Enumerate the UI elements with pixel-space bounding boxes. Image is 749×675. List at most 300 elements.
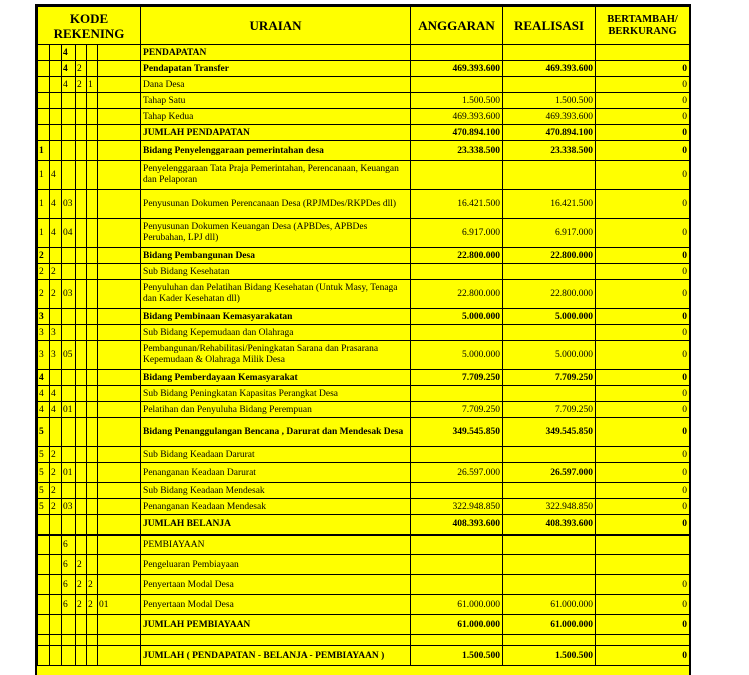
kode-cell: [98, 309, 141, 325]
kode-cell: [76, 109, 87, 125]
table-row: [38, 515, 690, 535]
selisih-cell: [596, 555, 690, 575]
kode-cell: [98, 125, 141, 141]
uraian-cell: Pendapatan Transfer: [141, 61, 411, 77]
kode-cell: [87, 386, 98, 402]
kode-cell: [87, 161, 98, 190]
uraian-cell: Bidang Penanggulangan Bencana , Darurat dan Mendesak Desa: [141, 418, 411, 447]
uraian-cell: Sub Bidang Peningkatan Kapasitas Perangkat Desa: [141, 386, 411, 402]
kode-cell: [98, 463, 141, 483]
kode-cell: [50, 370, 62, 386]
uraian-cell: Sub Bidang Keadaan Mendesak: [141, 483, 411, 499]
kode-cell: [38, 595, 50, 615]
kode-cell: [50, 309, 62, 325]
kode-cell: [98, 386, 141, 402]
kode-cell: [98, 109, 141, 125]
selisih-cell: 0: [596, 93, 690, 109]
table-row: [38, 370, 690, 386]
selisih-cell: 0: [596, 575, 690, 595]
kode-cell: [87, 309, 98, 325]
kode-cell: [98, 325, 141, 341]
table-row: [38, 402, 690, 418]
anggaran-cell: 61.000.000: [411, 595, 503, 615]
selisih-cell: 0: [596, 264, 690, 280]
kode-cell: 2: [38, 280, 50, 309]
kode-cell: 04: [62, 219, 76, 248]
kode-cell: [87, 109, 98, 125]
uraian-cell: Bidang Pembangunan Desa: [141, 248, 411, 264]
kode-cell: [76, 219, 87, 248]
kode-cell: [62, 646, 76, 666]
kode-cell: [87, 615, 98, 635]
kode-cell: 5: [38, 499, 50, 515]
kode-cell: [50, 595, 62, 615]
kode-cell: [98, 280, 141, 309]
kode-cell: [87, 483, 98, 499]
realisasi-cell: 408.393.600: [503, 515, 596, 535]
kode-cell: [87, 646, 98, 666]
kode-cell: [87, 515, 98, 535]
kode-cell: 4: [50, 219, 62, 248]
realisasi-cell: [503, 447, 596, 463]
realisasi-cell: 470.894.100: [503, 125, 596, 141]
selisih-cell: 0: [596, 646, 690, 666]
kode-cell: 4: [50, 386, 62, 402]
kode-cell: [98, 341, 141, 370]
kode-cell: [38, 615, 50, 635]
table-row: [38, 386, 690, 402]
kode-cell: 2: [76, 575, 87, 595]
table-row: [38, 341, 690, 370]
empty-cell: [596, 635, 690, 646]
budget-table: [37, 6, 690, 666]
kode-cell: [87, 535, 98, 555]
anggaran-cell: 23.338.500: [411, 141, 503, 161]
kode-cell: [50, 575, 62, 595]
realisasi-cell: [503, 535, 596, 555]
realisasi-cell: 7.709.250: [503, 370, 596, 386]
uraian-cell: Pengeluaran Pembiayaan: [141, 555, 411, 575]
realisasi-cell: 469.393.600: [503, 61, 596, 77]
kode-cell: [76, 309, 87, 325]
uraian-cell: Pelatihan dan Penyuluha Bidang Perempuan: [141, 402, 411, 418]
kode-cell: 2: [50, 499, 62, 515]
kode-cell: [87, 219, 98, 248]
kode-cell: [50, 93, 62, 109]
kode-cell: [50, 45, 62, 61]
uraian-cell: Penyusunan Dokumen Perencanaan Desa (RPJMDes/RKPDes dll): [141, 190, 411, 219]
empty-cell: [50, 635, 62, 646]
anggaran-cell: 470.894.100: [411, 125, 503, 141]
kode-cell: 03: [62, 190, 76, 219]
kode-cell: 1: [38, 161, 50, 190]
kode-cell: [98, 418, 141, 447]
uraian-cell: Bidang Pembinaan Kemasyarakatan: [141, 309, 411, 325]
kode-cell: [38, 515, 50, 535]
anggaran-cell: 6.917.000: [411, 219, 503, 248]
selisih-cell: 0: [596, 141, 690, 161]
selisih-cell: 0: [596, 309, 690, 325]
kode-cell: [62, 515, 76, 535]
kode-cell: 3: [50, 341, 62, 370]
kode-cell: [76, 463, 87, 483]
selisih-cell: 0: [596, 386, 690, 402]
kode-cell: [87, 402, 98, 418]
kode-cell: [38, 61, 50, 77]
selisih-cell: 0: [596, 483, 690, 499]
kode-cell: [98, 499, 141, 515]
anggaran-cell: 22.800.000: [411, 248, 503, 264]
selisih-cell: 0: [596, 190, 690, 219]
budget-report-sheet: [35, 4, 691, 675]
selisih-cell: [596, 535, 690, 555]
kode-cell: 6: [62, 535, 76, 555]
selisih-cell: 0: [596, 447, 690, 463]
kode-cell: [50, 61, 62, 77]
kode-cell: [50, 125, 62, 141]
kode-cell: [38, 125, 50, 141]
empty-cell: [411, 635, 503, 646]
table-row: [38, 280, 690, 309]
table-row: [38, 93, 690, 109]
realisasi-cell: 61.000.000: [503, 615, 596, 635]
uraian-cell: Tahap Kedua: [141, 109, 411, 125]
kode-cell: 4: [38, 402, 50, 418]
table-row: [38, 45, 690, 61]
kode-cell: [76, 161, 87, 190]
kode-cell: [98, 161, 141, 190]
kode-cell: [62, 248, 76, 264]
selisih-cell: 0: [596, 402, 690, 418]
kode-cell: 5: [38, 447, 50, 463]
kode-cell: 5: [38, 463, 50, 483]
kode-cell: 2: [50, 264, 62, 280]
uraian-cell: Sub Bidang Keadaan Darurat: [141, 447, 411, 463]
kode-cell: [62, 615, 76, 635]
kode-cell: 3: [38, 325, 50, 341]
selisih-cell: 0: [596, 615, 690, 635]
kode-cell: 2: [50, 483, 62, 499]
anggaran-cell: 22.800.000: [411, 280, 503, 309]
kode-cell: [76, 402, 87, 418]
uraian-cell: Penyertaan Modal Desa: [141, 595, 411, 615]
kode-cell: [76, 141, 87, 161]
uraian-cell: Penyelenggaraan Tata Praja Pemerintahan, Perencanaan, Keuangan dan Pelaporan: [141, 161, 411, 190]
realisasi-cell: 22.800.000: [503, 280, 596, 309]
uraian-cell: PEMBIAYAAN: [141, 535, 411, 555]
table-row: [38, 248, 690, 264]
kode-cell: 03: [62, 499, 76, 515]
anggaran-cell: [411, 161, 503, 190]
table-row: [38, 535, 690, 555]
kode-cell: 4: [38, 386, 50, 402]
kode-cell: 4: [62, 61, 76, 77]
kode-cell: [62, 370, 76, 386]
kode-cell: 01: [62, 463, 76, 483]
kode-cell: [76, 499, 87, 515]
kode-cell: [62, 125, 76, 141]
kode-cell: [76, 418, 87, 447]
kode-cell: [87, 93, 98, 109]
uraian-cell: Penyertaan Modal Desa: [141, 575, 411, 595]
uraian-cell: Bidang Pemberdayaan Kemasyarakat: [141, 370, 411, 386]
realisasi-cell: [503, 161, 596, 190]
kode-cell: [87, 248, 98, 264]
kode-cell: 2: [38, 248, 50, 264]
kode-cell: [50, 77, 62, 93]
kode-cell: 4: [38, 370, 50, 386]
uraian-cell: Pembangunan/Rehabilitasi/Peningkatan Sarana dan Prasarana Kepemudaan & Olahraga Milik Desa: [141, 341, 411, 370]
uraian-cell: JUMLAH ( PENDAPATAN - BELANJA - PEMBIAYAAN ): [141, 646, 411, 666]
realisasi-cell: 1.500.500: [503, 93, 596, 109]
kode-cell: [50, 535, 62, 555]
kode-cell: 2: [50, 447, 62, 463]
anggaran-cell: [411, 264, 503, 280]
table-row: [38, 646, 690, 666]
kode-cell: 5: [38, 483, 50, 499]
kode-cell: [76, 370, 87, 386]
kode-cell: [98, 615, 141, 635]
kode-cell: [98, 248, 141, 264]
kode-cell: [87, 463, 98, 483]
kode-cell: [87, 125, 98, 141]
selisih-cell: 0: [596, 370, 690, 386]
selisih-cell: 0: [596, 161, 690, 190]
table-row: [38, 125, 690, 141]
kode-cell: [76, 341, 87, 370]
table-row: [38, 575, 690, 595]
selisih-cell: 0: [596, 595, 690, 615]
kode-cell: 03: [62, 280, 76, 309]
realisasi-cell: 322.948.850: [503, 499, 596, 515]
kode-cell: [50, 646, 62, 666]
kode-cell: [50, 615, 62, 635]
uraian-cell: Penanganan Keadaan Mendesak: [141, 499, 411, 515]
kode-cell: [62, 141, 76, 161]
table-row: [38, 325, 690, 341]
kode-cell: [76, 93, 87, 109]
table-row: [38, 77, 690, 93]
kode-cell: [76, 615, 87, 635]
kode-cell: 2: [87, 575, 98, 595]
selisih-cell: 0: [596, 341, 690, 370]
selisih-cell: [596, 45, 690, 61]
kode-cell: [62, 418, 76, 447]
uraian-cell: Bidang Penyelenggaraan pemerintahan desa: [141, 141, 411, 161]
kode-cell: [38, 575, 50, 595]
table-row: [38, 499, 690, 515]
uraian-cell: Dana Desa: [141, 77, 411, 93]
kode-cell: [38, 45, 50, 61]
table-row: [38, 264, 690, 280]
kode-cell: 2: [76, 61, 87, 77]
realisasi-cell: 7.709.250: [503, 402, 596, 418]
kode-cell: [98, 402, 141, 418]
selisih-cell: 0: [596, 499, 690, 515]
kode-cell: [62, 447, 76, 463]
kode-cell: 6: [62, 555, 76, 575]
header-bertambah-berkurang: BERTAMBAH/ BERKURANG: [596, 7, 690, 45]
realisasi-cell: 1.500.500: [503, 646, 596, 666]
kode-cell: [38, 535, 50, 555]
uraian-cell: JUMLAH PENDAPATAN: [141, 125, 411, 141]
empty-cell: [62, 635, 76, 646]
uraian-cell: JUMLAH BELANJA: [141, 515, 411, 535]
kode-cell: [76, 483, 87, 499]
realisasi-cell: [503, 77, 596, 93]
realisasi-cell: [503, 483, 596, 499]
selisih-cell: 0: [596, 280, 690, 309]
anggaran-cell: [411, 535, 503, 555]
realisasi-cell: 5.000.000: [503, 341, 596, 370]
anggaran-cell: [411, 447, 503, 463]
table-row: [38, 463, 690, 483]
kode-cell: [76, 125, 87, 141]
realisasi-cell: 6.917.000: [503, 219, 596, 248]
kode-cell: 4: [62, 77, 76, 93]
header-uraian: URAIAN: [141, 7, 411, 45]
kode-cell: [76, 646, 87, 666]
kode-cell: [87, 45, 98, 61]
selisih-cell: 0: [596, 463, 690, 483]
anggaran-cell: 1.500.500: [411, 93, 503, 109]
anggaran-cell: [411, 386, 503, 402]
table-row: [38, 141, 690, 161]
kode-cell: [38, 77, 50, 93]
kode-cell: [76, 248, 87, 264]
kode-cell: 1: [38, 141, 50, 161]
kode-cell: [38, 555, 50, 575]
kode-cell: [98, 555, 141, 575]
kode-cell: [87, 264, 98, 280]
anggaran-cell: 7.709.250: [411, 370, 503, 386]
kode-cell: [87, 555, 98, 575]
kode-cell: [62, 109, 76, 125]
kode-cell: [62, 325, 76, 341]
selisih-cell: 0: [596, 77, 690, 93]
realisasi-cell: 349.545.850: [503, 418, 596, 447]
header-row: [38, 7, 690, 45]
anggaran-cell: [411, 483, 503, 499]
kode-cell: [98, 77, 141, 93]
uraian-cell: JUMLAH PEMBIAYAAN: [141, 615, 411, 635]
kode-cell: [87, 280, 98, 309]
uraian-cell: Penyusunan Dokumen Keuangan Desa (APBDes, APBDes Perubahan, LPJ dll): [141, 219, 411, 248]
uraian-cell: Penyuluhan dan Pelatihan Bidang Kesehatan (Untuk Masy, Tenaga dan Kader Kesehatan dll): [141, 280, 411, 309]
kode-cell: [98, 264, 141, 280]
kode-cell: 3: [38, 341, 50, 370]
uraian-cell: Tahap Satu: [141, 93, 411, 109]
realisasi-cell: 23.338.500: [503, 141, 596, 161]
table-row: [38, 595, 690, 615]
empty-cell: [98, 635, 141, 646]
anggaran-cell: 7.709.250: [411, 402, 503, 418]
anggaran-cell: 61.000.000: [411, 615, 503, 635]
empty-cell: [76, 635, 87, 646]
anggaran-cell: [411, 325, 503, 341]
kode-cell: [98, 45, 141, 61]
kode-cell: [50, 248, 62, 264]
uraian-cell: Sub Bidang Kesehatan: [141, 264, 411, 280]
kode-cell: [76, 515, 87, 535]
table-row: [38, 219, 690, 248]
empty-cell: [38, 635, 50, 646]
realisasi-cell: 22.800.000: [503, 248, 596, 264]
realisasi-cell: [503, 264, 596, 280]
selisih-cell: 0: [596, 125, 690, 141]
kode-cell: [50, 418, 62, 447]
selisih-cell: 0: [596, 109, 690, 125]
table-row: [38, 109, 690, 125]
anggaran-cell: 5.000.000: [411, 341, 503, 370]
kode-cell: [87, 341, 98, 370]
kode-cell: [98, 646, 141, 666]
kode-cell: [38, 646, 50, 666]
kode-cell: [98, 575, 141, 595]
realisasi-cell: [503, 325, 596, 341]
kode-cell: [87, 325, 98, 341]
kode-cell: 2: [76, 555, 87, 575]
realisasi-cell: 61.000.000: [503, 595, 596, 615]
table-row: [38, 447, 690, 463]
kode-cell: 3: [38, 309, 50, 325]
kode-cell: 3: [50, 325, 62, 341]
anggaran-cell: 322.948.850: [411, 499, 503, 515]
kode-cell: 01: [62, 402, 76, 418]
empty-cell: [87, 635, 98, 646]
uraian-cell: Sub Bidang Kepemudaan dan Olahraga: [141, 325, 411, 341]
selisih-cell: 0: [596, 248, 690, 264]
anggaran-cell: 469.393.600: [411, 109, 503, 125]
kode-cell: 4: [62, 45, 76, 61]
kode-cell: 4: [50, 190, 62, 219]
kode-cell: [62, 264, 76, 280]
kode-cell: [62, 483, 76, 499]
kode-cell: 4: [50, 161, 62, 190]
realisasi-cell: 5.000.000: [503, 309, 596, 325]
kode-cell: [76, 447, 87, 463]
spacer-row: [38, 635, 690, 646]
kode-cell: [76, 280, 87, 309]
anggaran-cell: 5.000.000: [411, 309, 503, 325]
anggaran-cell: 349.545.850: [411, 418, 503, 447]
kode-cell: 2: [50, 463, 62, 483]
kode-cell: [87, 370, 98, 386]
table-row: [38, 309, 690, 325]
kode-cell: [76, 535, 87, 555]
table-row: [38, 161, 690, 190]
selisih-cell: 0: [596, 515, 690, 535]
table-row: [38, 61, 690, 77]
kode-cell: [98, 370, 141, 386]
anggaran-cell: 408.393.600: [411, 515, 503, 535]
anggaran-cell: [411, 77, 503, 93]
anggaran-cell: 16.421.500: [411, 190, 503, 219]
selisih-cell: 0: [596, 219, 690, 248]
kode-cell: [98, 483, 141, 499]
kode-cell: 6: [62, 595, 76, 615]
kode-cell: [98, 61, 141, 77]
kode-cell: 5: [38, 418, 50, 447]
kode-cell: [76, 264, 87, 280]
table-row: [38, 190, 690, 219]
kode-cell: 4: [50, 402, 62, 418]
kode-cell: [50, 109, 62, 125]
kode-cell: 2: [38, 264, 50, 280]
table-row: [38, 615, 690, 635]
anggaran-cell: 1.500.500: [411, 646, 503, 666]
kode-cell: [98, 141, 141, 161]
